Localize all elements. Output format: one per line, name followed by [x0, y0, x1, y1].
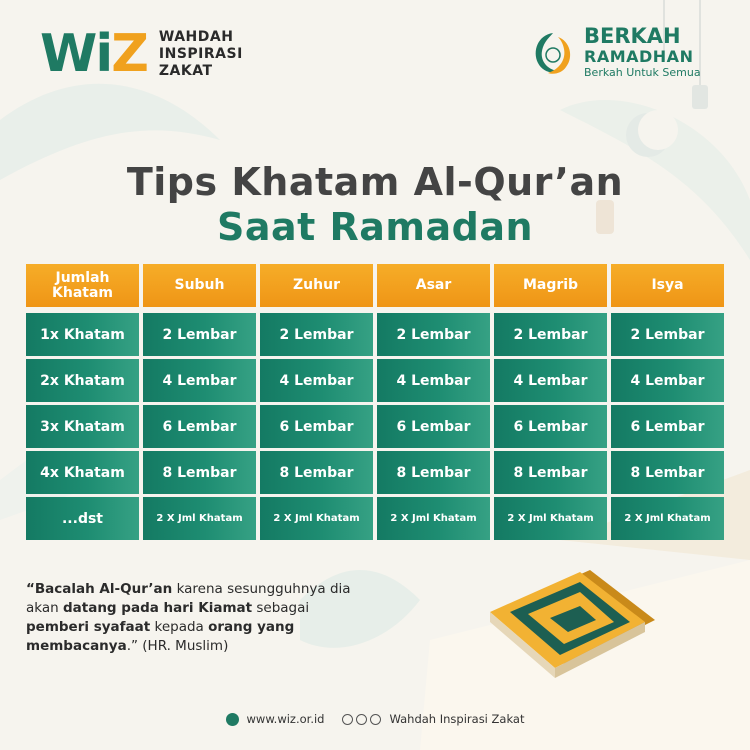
ramadhan-title: RAMADHAN	[584, 47, 694, 66]
cell-asar: 8 Lembar	[377, 451, 490, 494]
table-header-row	[26, 264, 724, 307]
wiz-logo: WiZ	[40, 24, 147, 84]
table-row	[26, 359, 724, 402]
wiz-brand-text	[159, 29, 243, 80]
brand-line-1: WAHDAH	[158, 28, 234, 45]
cell-isya: 6 Lembar	[611, 405, 724, 448]
khatam-table	[26, 264, 724, 543]
youtube-icon[interactable]	[370, 714, 381, 725]
account-name: Wahdah Inspirasi Zakat	[389, 712, 525, 726]
cell-magrib: 2 Lembar	[494, 313, 607, 356]
cell-zuhur: 2 X Jml Khatam	[260, 497, 373, 540]
berkah-tagline: Berkah Untuk Semua	[584, 66, 701, 79]
row-label: 4x Khatam	[26, 451, 139, 494]
website-link[interactable]: www.wiz.or.id	[246, 712, 325, 726]
cell-asar: 2 X Jml Khatam	[377, 497, 490, 540]
cell-magrib: 4 Lembar	[494, 359, 607, 402]
wiz-brand	[40, 24, 243, 84]
quran-icon	[480, 560, 660, 690]
table-row	[26, 451, 724, 494]
social-icons	[342, 714, 381, 725]
table-row	[26, 497, 724, 540]
brand-line-3: ZAKAT	[158, 62, 213, 79]
row-label: 3x Khatam	[26, 405, 139, 448]
cell-magrib: 2 X Jml Khatam	[494, 497, 607, 540]
header-jumlah-khatam: Jumlah Khatam	[26, 264, 139, 307]
cell-isya: 2 Lembar	[611, 313, 724, 356]
brand-line-2: INSPIRASI	[158, 45, 243, 62]
row-label: ...dst	[26, 497, 139, 540]
row-label: 2x Khatam	[26, 359, 139, 402]
berkah-emblem-icon	[528, 27, 578, 79]
cell-zuhur: 4 Lembar	[260, 359, 373, 402]
page-subtitle: Saat Ramadan	[216, 205, 534, 249]
cell-magrib: 8 Lembar	[494, 451, 607, 494]
footer	[0, 712, 750, 726]
header-isya: Isya	[611, 264, 724, 307]
cell-isya: 8 Lembar	[611, 451, 724, 494]
berkah-ramadhan-brand	[528, 25, 701, 80]
table-row	[26, 405, 724, 448]
hadith-quote: “Bacalah Al-Qur’an karena sesungguhnya dia akan datang pada hari Kiamat sebagai pemberi syafaat kepada orang yang membacanya.” (HR. Muslim)	[26, 581, 351, 654]
header-asar: Asar	[377, 264, 490, 307]
cell-asar: 4 Lembar	[377, 359, 490, 402]
cell-isya: 2 X Jml Khatam	[611, 497, 724, 540]
cell-isya: 4 Lembar	[611, 359, 724, 402]
globe-icon	[226, 713, 239, 726]
header-subuh: Subuh	[143, 264, 256, 307]
cell-zuhur: 8 Lembar	[260, 451, 373, 494]
cell-magrib: 6 Lembar	[494, 405, 607, 448]
cell-zuhur: 2 Lembar	[260, 313, 373, 356]
table-row	[26, 313, 724, 356]
cell-subuh: 8 Lembar	[143, 451, 256, 494]
berkah-title: BERKAH	[584, 24, 681, 48]
header-zuhur: Zuhur	[260, 264, 373, 307]
facebook-icon[interactable]	[356, 714, 367, 725]
instagram-icon[interactable]	[342, 714, 353, 725]
cell-zuhur: 6 Lembar	[260, 405, 373, 448]
page-title: Tips Khatam Al-Qur’an	[126, 160, 624, 204]
cell-asar: 2 Lembar	[377, 313, 490, 356]
cell-asar: 6 Lembar	[377, 405, 490, 448]
header-magrib: Magrib	[494, 264, 607, 307]
cell-subuh: 4 Lembar	[143, 359, 256, 402]
row-label: 1x Khatam	[26, 313, 139, 356]
cell-subuh: 2 Lembar	[143, 313, 256, 356]
cell-subuh: 6 Lembar	[143, 405, 256, 448]
cell-subuh: 2 X Jml Khatam	[143, 497, 256, 540]
